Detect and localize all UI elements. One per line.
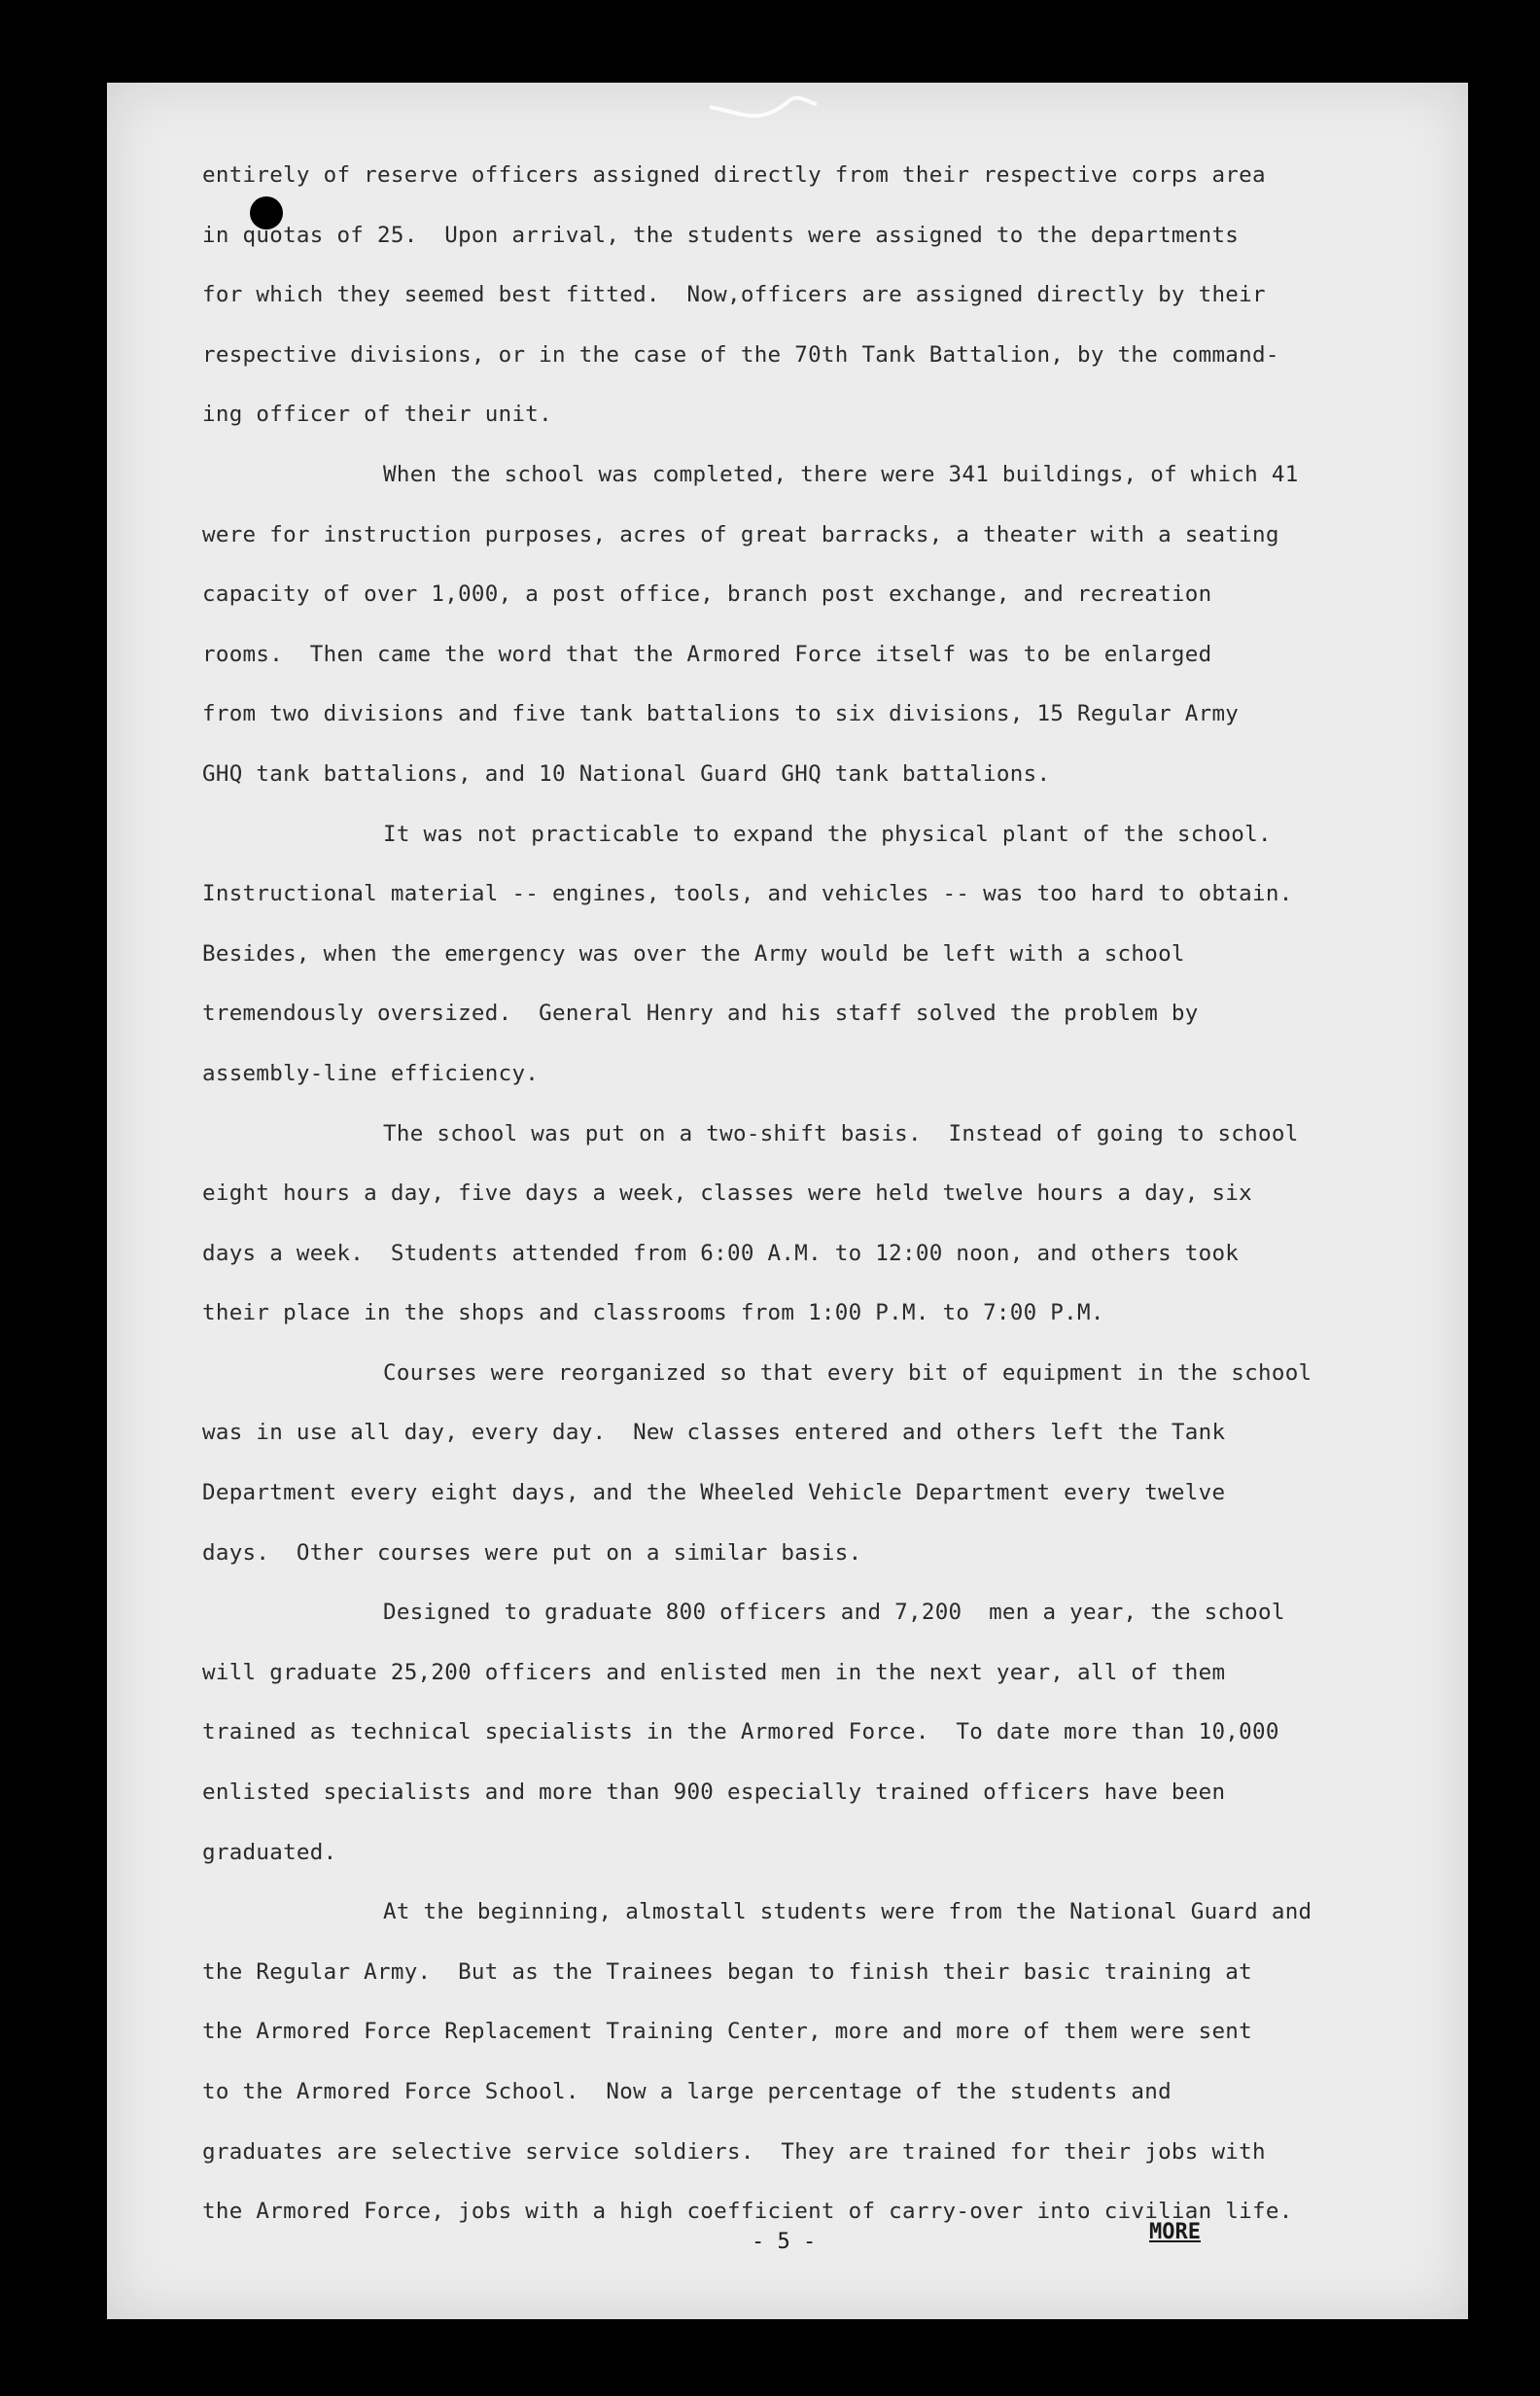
- text-line: rooms. Then came the word that the Armored Force itself was to be enlarged: [202, 641, 1212, 667]
- text-line: in quotas of 25. Upon arrival, the students were assigned to the departments: [202, 222, 1240, 248]
- text-line: assembly-line efficiency.: [202, 1060, 540, 1086]
- text-line: capacity of over 1,000, a post office, branch post exchange, and recreation: [202, 581, 1212, 608]
- text-line: Instructional material -- engines, tools, and vehicles -- was too hard to obtain.: [202, 881, 1293, 907]
- text-line: tremendously oversized. General Henry and his staff solved the problem by: [202, 1001, 1199, 1027]
- text-line: ing officer of their unit.: [202, 402, 552, 428]
- text-line: the Regular Army. But as the Trainees began to finish their basic training at: [202, 1958, 1252, 1985]
- text-line: Besides, when the emergency was over the Army would be left with a school: [202, 940, 1185, 967]
- text-line: the Armored Force, jobs with a high coefficient of carry-over into civilian life.: [202, 2199, 1293, 2225]
- text-line: enlisted specialists and more than 900 especially trained officers have been: [202, 1779, 1226, 1806]
- text-line: from two divisions and five tank battalions to six divisions, 15 Regular Army: [202, 701, 1240, 727]
- text-line: When the school was completed, there were 341 buildings, of which 41: [383, 461, 1299, 487]
- page-footer: [107, 2220, 1468, 2269]
- text-line: Department every eight days, and the Wheeled Vehicle Department every twelve: [202, 1480, 1226, 1506]
- text-line: days. Other courses were put on a similar basis.: [202, 1539, 862, 1566]
- text-line: The school was put on a two-shift basis. Instead of going to school: [383, 1120, 1299, 1146]
- text-line: At the beginning, almostall students were from the National Guard and: [383, 1899, 1312, 1925]
- text-line: graduates are selective service soldiers. They are trained for their jobs with: [202, 2138, 1266, 2165]
- text-line: will graduate 25,200 officers and enlisted men in the next year, all of them: [202, 1659, 1226, 1685]
- document-page: [107, 83, 1468, 2319]
- text-line: for which they seemed best fitted. Now,officers are assigned directly by their: [202, 282, 1266, 308]
- text-line: Courses were reorganized so that every bit of equipment in the school: [383, 1359, 1312, 1386]
- text-line: trained as technical specialists in the Armored Force. To date more than 10,000: [202, 1719, 1279, 1745]
- page-number: - 5 -: [752, 2230, 817, 2254]
- text-line: eight hours a day, five days a week, classes were held twelve hours a day, six: [202, 1180, 1252, 1207]
- text-line: GHQ tank battalions, and 10 National Guard GHQ tank battalions.: [202, 760, 1051, 787]
- text-line: their place in the shops and classrooms from 1:00 P.M. to 7:00 P.M.: [202, 1300, 1104, 1326]
- text-line: graduated.: [202, 1839, 337, 1865]
- body-text: [202, 146, 1408, 2242]
- text-line: respective divisions, or in the case of the 70th Tank Battalion, by the command-: [202, 341, 1279, 368]
- text-line: entirely of reserve officers assigned directly from their respective corps area: [202, 162, 1266, 188]
- paper-scratch-mark: [700, 83, 856, 131]
- text-line: were for instruction purposes, acres of great barracks, a theater with a seating: [202, 521, 1279, 547]
- continuation-marker: MORE: [1149, 2220, 1201, 2244]
- text-line: days a week. Students attended from 6:00 A.M. to 12:00 noon, and others took: [202, 1240, 1240, 1266]
- text-line: was in use all day, every day. New classes entered and others left the Tank: [202, 1420, 1226, 1446]
- text-line: It was not practicable to expand the physical plant of the school.: [383, 821, 1272, 847]
- text-line: to the Armored Force School. Now a large percentage of the students and: [202, 2079, 1172, 2104]
- text-line: the Armored Force Replacement Training Center, more and more of them were sent: [202, 2019, 1252, 2045]
- text-line: Designed to graduate 800 officers and 7,200 men a year, the school: [383, 1600, 1285, 1626]
